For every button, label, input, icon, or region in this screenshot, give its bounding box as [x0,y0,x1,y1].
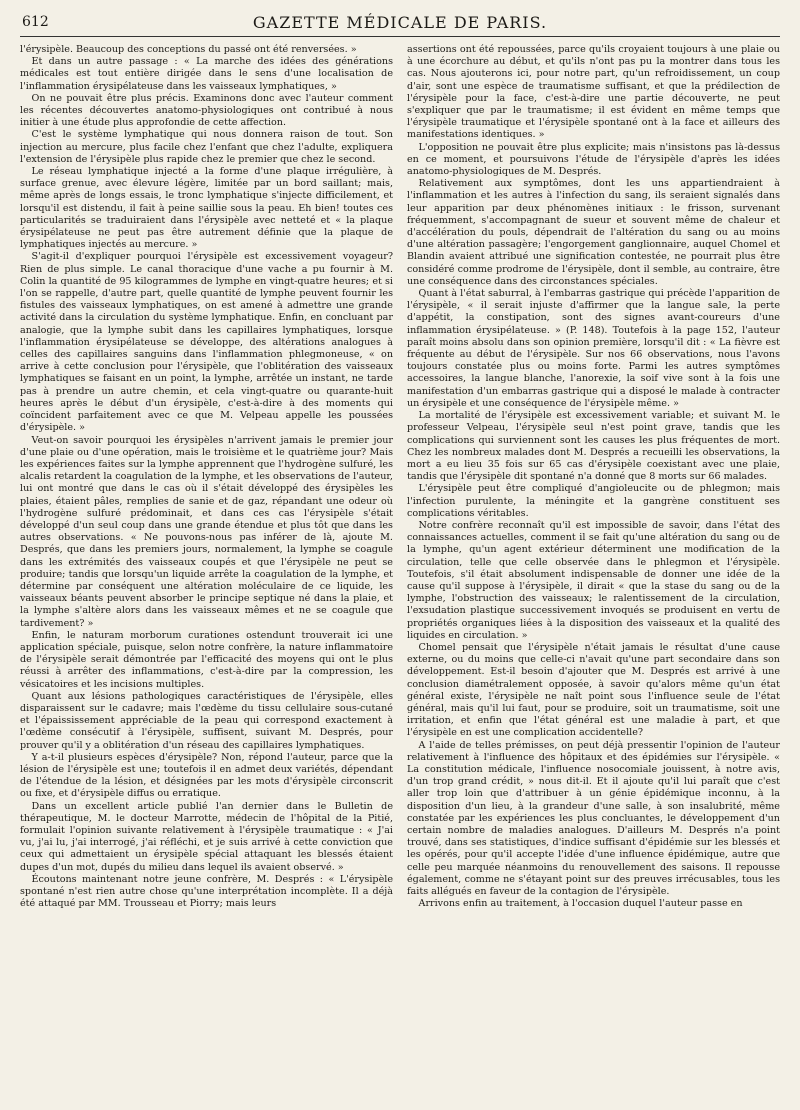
paragraph: Écoutons maintenant notre jeune confrère, M. Després : « L'érysipèle spontané n'est rien autre chose qu'une interprétation incomplète. Il a déjà été attaqué par MM. Trousseau et Piorry; mais leurs [20,873,393,910]
paragraph: Le réseau lymphatique injecté a la forme d'une plaque irrégulière, à surface grenue, avec élevure légère, limitée par un bord saillant; mais, même après de longs essais, le tronc lymphatique s'injecte difficilement, et lorsqu'il est distendu, il fait à peine saillie sous la peau. Eh bien! toutes ces particularités se traduiraient dans l'érysipèle avec netteté et « la plaque érysipélateuse ne peut pas être autrement définie que la plaque de lymphatiques injectés au mercure. » [20,166,393,251]
paragraph: La mortalité de l'érysipèle est excessivement variable; et suivant M. le professeur Velpeau, l'érysipèle seul n'est point grave, tandis que les complications qui surviennent sont les causes les plus fréquentes de mort. Chez les nombreux malades dont M. Després a recueilli les observations, la mort a eu lieu 35 fois sur 65 cas d'érysipèle coexistant avec une plaie, tandis que l'érysipèle dit spontané n'a donné que 8 morts sur 66 malades. [407,410,780,483]
left-column [20,44,393,1102]
paragraph: Et dans un autre passage : « La marche des idées des générations médicales est tout entière dirigée dans le sens d'une localisation de l'inflammation érysipélateuse dans les vaisseaux lymphatiques, » [20,56,393,92]
paragraph: Quant aux lésions pathologiques caractéristiques de l'érysipèle, elles disparaissent sur le cadavre; mais l'œdème du tissu cellulaire sous-cutané et l'épaississement appréciable de la peau qui correspond exactement à l'œdème consécutif à l'érysipèle, suffisent, suivant M. Després, pour prouver qu'il y a oblitération d'un réseau des capillaires lymphatiques. [20,690,393,751]
journal-title: GAZETTE MÉDICALE DE PARIS. [252,13,548,32]
paragraph: On ne pouvait être plus précis. Examinons donc avec l'auteur comment les récentes découvertes anatomo-physiologiques ont contribué à nous initier à une étude plus approfondie de cette affection. [20,92,393,129]
paragraph: L'érysipèle peut être compliqué d'angioleucite ou de phlegmon; mais l'infection purulente, la méningite et la gangrène constituent ses complications véritables. [407,483,780,519]
paragraph: assertions ont été repoussées, parce qu'ils croyaient toujours à une plaie ou à une écorchure au début, et qu'ils n'ont pas pu la montrer dans tous les cas. Nous ajouterons ici, pour notre part, qu'un refroidissement, un coup d'air, sont une espèce de traumatisme suffisant, et que la prédilection de l'érysipèle pour la face, c'est-à-dire une partie découverte, ne peut s'expliquer que par le traumatisme; il est évident en même temps que l'érysipèle traumatique et l'érysipèle spontané ont à la face et ailleurs des manifestations identiques. » [407,44,780,141]
paragraph: Y a-t-il plusieurs espèces d'érysipèle? Non, répond l'auteur, parce que la lésion de l'érysipèle est une; toutefois il en admet deux variétés, dépendant de l'étendue de la lésion, et désignées par les mots d'érysipèle circonscrit ou fixe, et d'érysipèle diffus ou erratique. [20,751,393,800]
paragraph: Arrivons enfin au traitement, à l'occasion duquel l'auteur passe en [418,898,743,910]
paragraph: Relativement aux symptômes, dont les uns appartiendraient à l'inflammation et les autres à l'infection du sang, ils seraient signalés dans leur apparition par deux phénomènes initiaux : le frisson, survenant fréquemment, s'accompagnant de sueur et souvent même de chaleur et d'accélération du pouls, dépendrait de l'altération du sang ou au moins d'une altération passagère; l'engorgement ganglionnaire, auquel Chomel et Blandin avaient attribué une signification contestée, ne pourrait plus être considéré comme prodrome de l'érysipèle, dont il semble, au contraire, être une conséquence dans des circonstances spéciales. [407,178,780,287]
page-number: 612 [22,14,49,30]
paragraph: L'opposition ne pouvait être plus explicite; mais n'insistons pas là-dessus en ce moment, et poursuivons l'étude de l'érysipèle d'après les idées anatomo-physiologiques de M. Després. [407,141,780,178]
paragraph: Chomel pensait que l'érysipèle n'était jamais le résultat d'une cause externe, ou du moins que celle-ci n'avait qu'une part secondaire dans son développement. Est-il besoin d'ajouter que M. Després est arrivé à une conclusion diamétralement opposée, à savoir qu'alors même qu'un état général existe, l'érysipèle ne naît point sous l'influence seule de l'état général, mais qu'il lui faut, pour se produire, soit un traumatisme, soit une irritation, et enfin que l'état général est une maladie à part, et que l'érysipèle en est une complication accidentelle? [407,641,780,739]
right-column [407,44,780,1102]
paragraph: Dans un excellent article publié l'an dernier dans le Bulletin de thérapeutique, M. le docteur Marrotte, médecin de l'hôpital de la Pitié, formulait l'opinion suivante relativement à l'érysipèle traumatique : « J'ai vu, j'ai lu, j'ai interrogé, j'ai réfléchi, et je suis arrivé à cette conviction que ceux qui admettaient un érysipèle spécial attaquant les blessés étaient dupes d'un mot, dupés du milieu dans lequel ils avaient observé. » [20,800,393,873]
paragraph: Enfin, le naturam morborum curationes ostendunt trouverait ici une application spéciale, puisque, selon notre confrère, la nature inflammatoire de l'érysipèle serait démontrée par l'efficacité des moyens qui ont le plus réussi à arrêter des inflammations, c'est-à-dire par la compression, les vésicatoires et les incisions multiples. [20,629,393,690]
paragraph: Notre confrère reconnaît qu'il est impossible de savoir, dans l'état des connaissances actuelles, comment il se fait qu'une altération du sang ou de la lymphe, qu'un agent extérieur déterminent une modification de la circulation, telle que celle observée dans le phlegmon et l'érysipèle. Toutefois, s'il était absolument indispensable de donner une idée de la cause qu'il suppose à l'érysipèle, il dirait « que la stase du sang ou de la lymphe, l'obstruction des vaisseaux; le ralentissement de la circulation, l'exsudation plastique successivement invoqués se produisent en vertu de propriétés organiques liées à la disposition des vaisseaux et la qualité des liquides en circulation. » [407,519,780,641]
paragraph: Quant à l'état saburral, à l'embarras gastrique qui précède l'apparition de l'érysipèle, « il serait injuste d'affirmer que la langue sale, la perte d'appétit, la constipation, sont des signes avant-coureurs d'une inflammation érysipélateuse. » (P. 148). Toutefois à la page 152, l'auteur paraît moins absolu dans son opinion première, lorsqu'il dit : « La fièvre est fréquente au début de l'érysipèle. Sur nos 66 observations, nous l'avons toujours constatée plus ou moins forte. Parmi les autres symptômes accessoires, la langue blanche, l'anorexie, la soif vive sont à la fois une manifestation d'un embarras gastrique qui a disposé le malade à contracter un érysipèle et une conséquence de l'érysipèle même. » [407,288,780,409]
page-header [20,10,780,37]
paragraph: S'agit-il d'expliquer pourquoi l'érysipèle est excessivement voyageur? Rien de plus simple. Le canal thoracique d'une vache a pu fournir à M. Colin la quantité de 95 kilogrammes de lymphe en vingt-quatre heures; et si l'on se rappelle, d'autre part, quelle quantité de lymphe peuvent fournir les fistules des vaisseaux lymphatiques, on est amené à admettre une grande activité dans la circulation du système lymphatique. Enfin, en concluant par analogie, que la lymphe subit dans les capillaires lymphatiques, lorsque l'inflammation érysipélateuse se développe, des altérations analogues à celles des capillaires sanguins dans l'inflammation phlegmoneuse, « on arrive à cette conclusion pour l'érysipèle, que l'oblitération des vaisseaux lymphatiques se faisant en un point, la lymphe, arrêtée un instant, ne tarde pas à prendre un autre chemin, et cela vingt-quatre ou quarante-huit heures après le début d'un érysipèle, c'est-à-dire à des moments qui coïncident parfaitement avec ce que M. Velpeau appelle les poussées d'érysipèle. » [20,251,393,434]
paragraph: A l'aide de telles prémisses, on peut déjà pressentir l'opinion de l'auteur relativement à l'influence des hôpitaux et des épidémies sur l'érysipèle. « La constitution médicale, l'influence nosocomiale jouissent, à notre avis, d'un trop grand crédit, » nous dit-il. Et il ajoute qu'il lui paraît que c'est aller trop loin que d'attribuer à un génie épidémique inconnu, à la disposition d'un lieu, à la grandeur d'une salle, à son insalubrité, même constatée par les expériences les plus concluantes, le développement d'un certain nombre de maladies analogues. D'ailleurs M. Després n'a point trouvé, dans ses statistiques, d'indice suffisant d'épidémie sur les blessés et les opérés, pour qu'il accepte l'idée d'une influence épidémique, autre que celle peu marquée néanmoins du renouvellement des saisons. Il repousse également, comme ne s'étayant point sur des preuves irrécusables, tous les faits allégués en faveur de la contagion de l'érysipèle. [407,739,780,898]
text-columns [20,44,780,1102]
paragraph: C'est le système lymphatique qui nous donnera raison de tout. Son injection au mercure, plus facile chez l'enfant que chez l'adulte, expliquera l'extension de l'érysipèle plus rapide chez le premier que chez le second. [20,129,393,165]
paragraph: l'érysipèle. Beaucoup des conceptions du passé ont été renversées. » [20,44,357,55]
paragraph: Veut-on savoir pourquoi les érysipèles n'arrivent jamais le premier jour d'une plaie ou d'une opération, mais le troisième et le quatrième jour? Mais les expériences faites sur la lymphe apprennent que l'hydrogène sulfuré, les alcalis retardent la coagulation de la lymphe, et les observations de l'auteur, lui ont montré que dans le cas où il s'était développé des érysipèles les plaies, étaient pâles, remplies de sanie et de gaz, répandant une odeur où l'hydrogène sulfuré prédominait, et dans ces cas l'érysipèle s'était développé d'un seul coup dans une grande étendue et plus tôt que dans les autres observations. « Ne pouvons-nous pas inférer de là, ajoute M. Després, que dans les premiers jours, normalement, la lymphe se coagule dans les extrémités des vaisseaux coupés et que l'érysipèle ne peut se produire; tandis que lorsqu'un liquide arrête la coagulation de la lymphe, et détermine par conséquent une altération moléculaire de ce liquide, les vaisseaux béants peuvent absorber le principe septique né dans la plaie, et la lymphe s'altère alors dans les vaisseaux mêmes et ne se coagule que tardivement? » [20,434,393,629]
